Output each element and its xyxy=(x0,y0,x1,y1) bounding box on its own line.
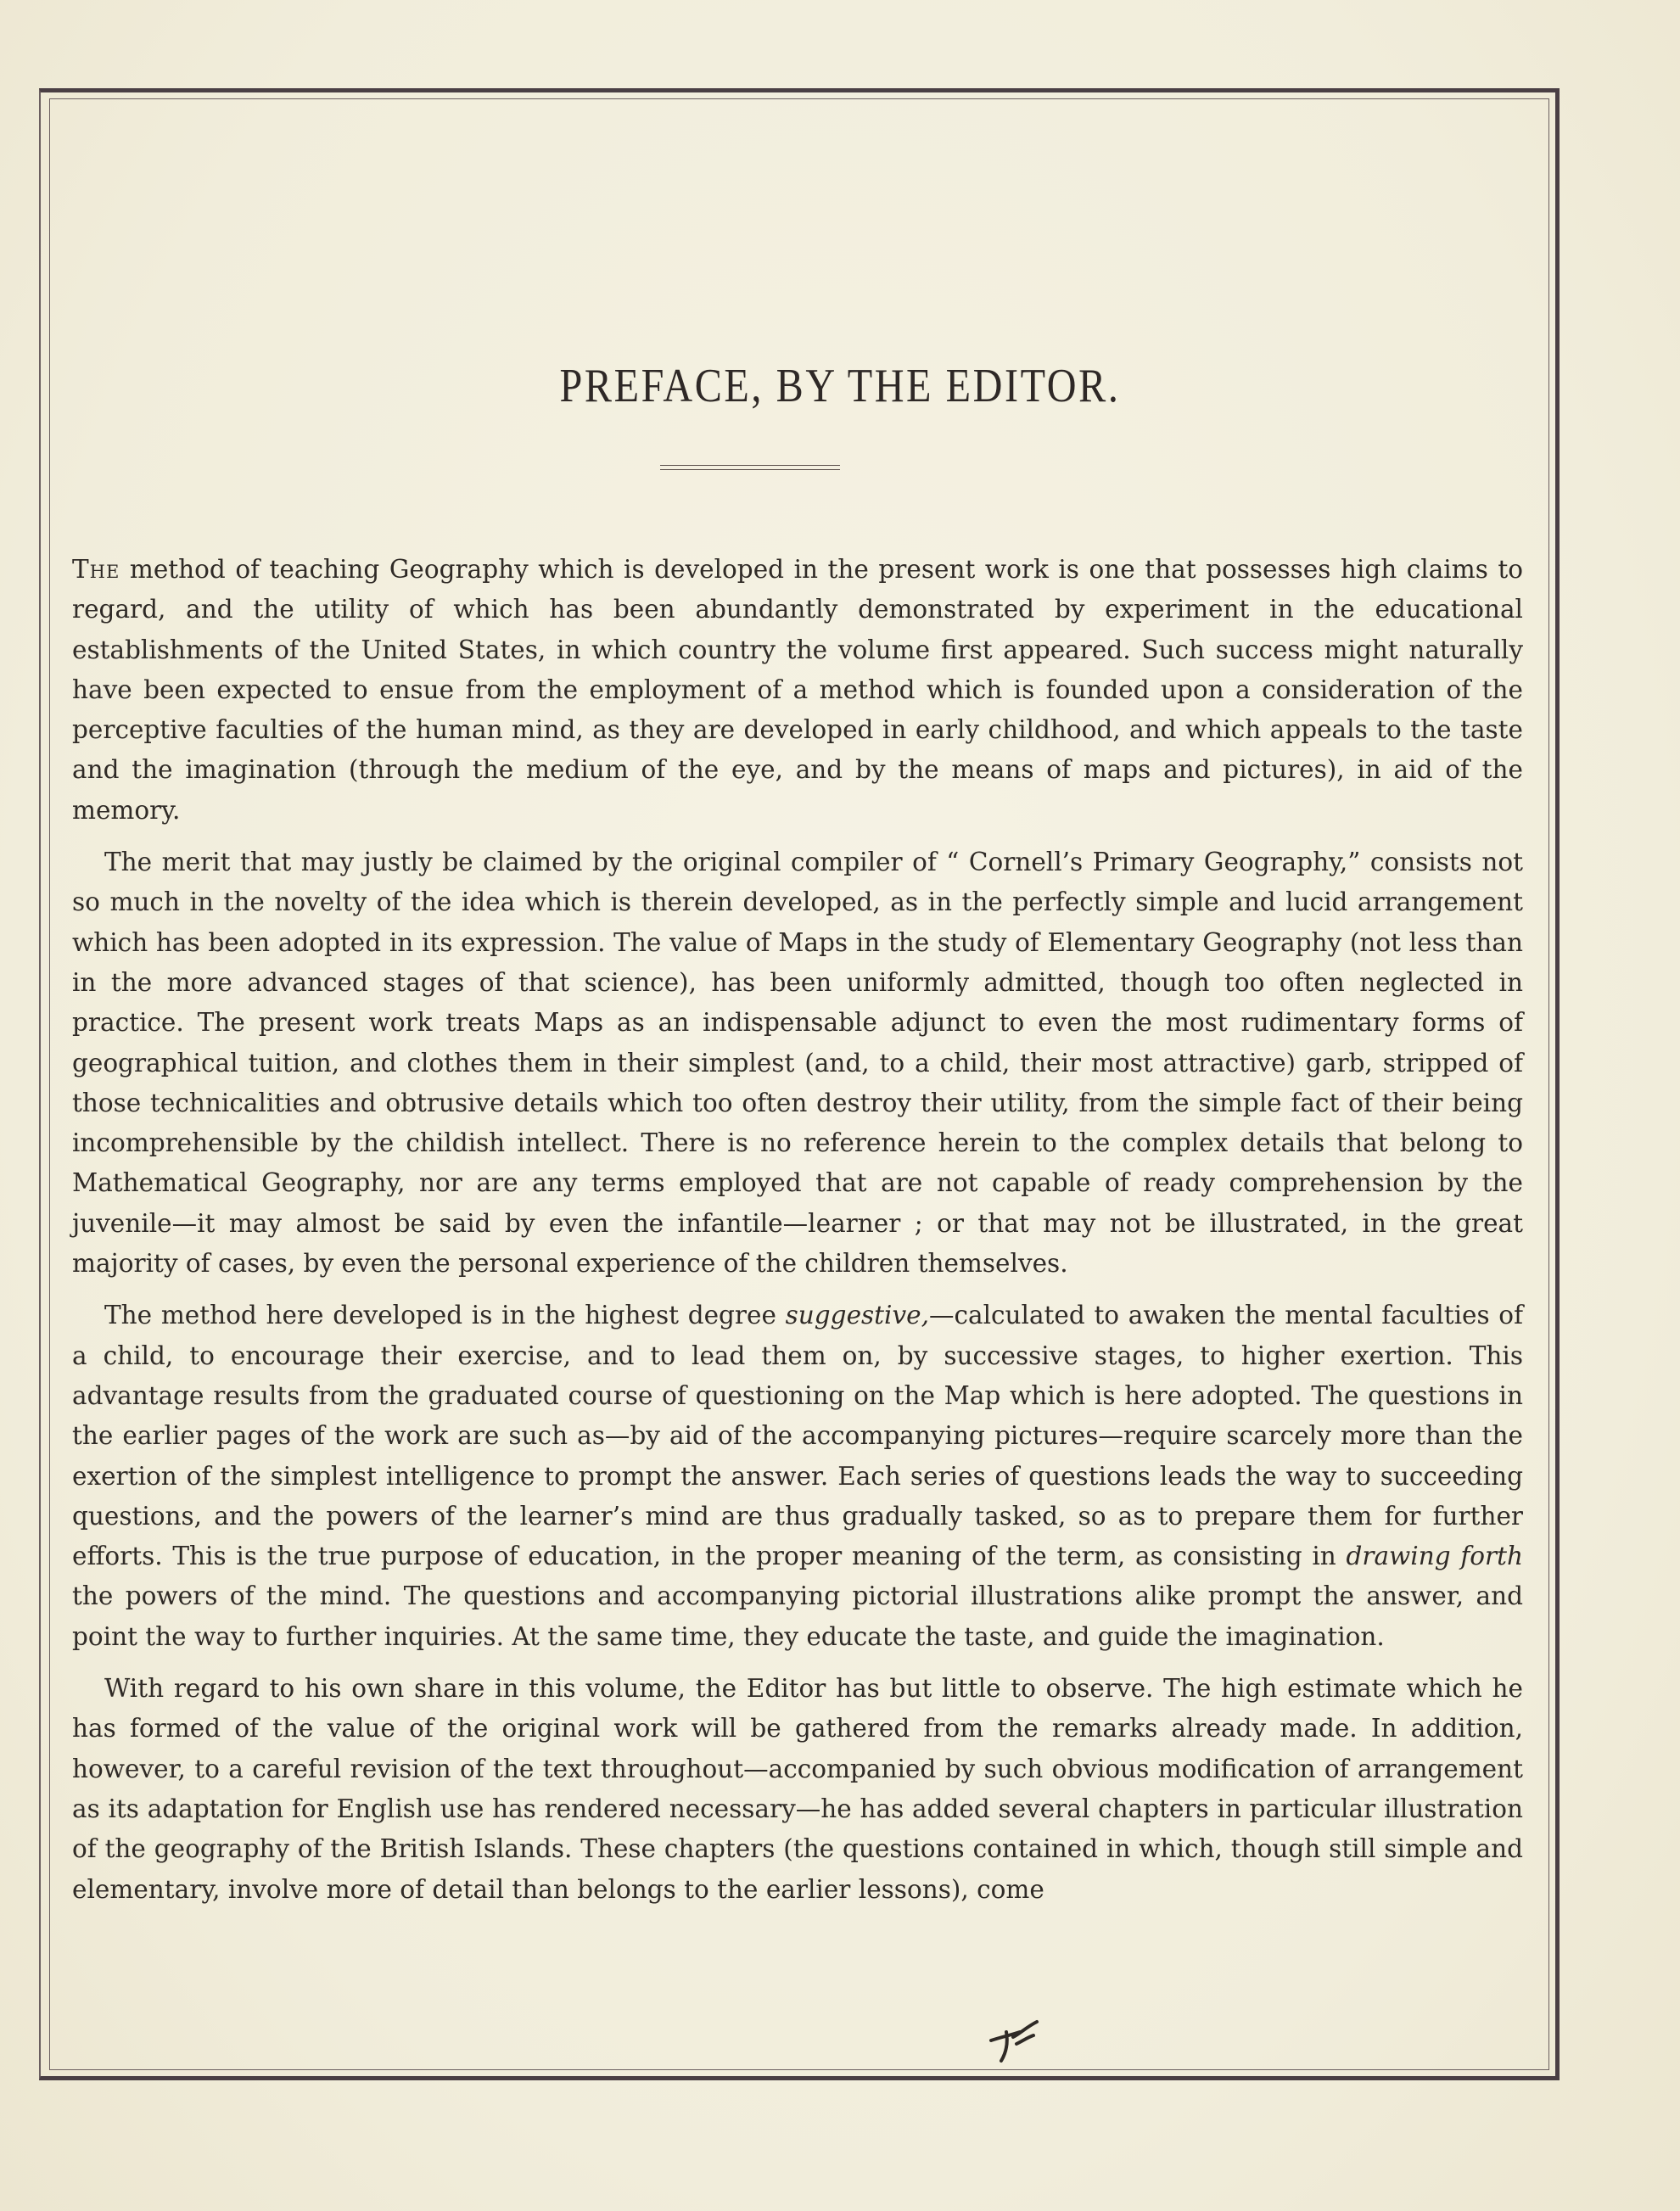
title-double-rule xyxy=(660,465,840,470)
paragraph-2: The merit that may justly be claimed by the original compiler of “ Cornell’s Primary Geography,” consists not so much in the novelty of the idea which is therein developed, as in the perfectly simple and lucid arrangement which has been adopted in its expression. The value of Maps in the study of Elementary Geography (not less than in the more advanced stages of that science), has been uniformly admitted, though too often neglected in practice. The present work treats Maps as an indispensable adjunct to even the most rudimentary forms of geographical tuition, and clothes them in their simplest (and, to a child, their most attractive) garb, stripped of those technicalities and obtrusive details which too often destroy their utility, from the simple fact of their being incomprehensible by the childish intellect. There is no reference herein to the complex details that belong to Mathematical Geography, nor are any terms employed that are not capable of ready comprehension by the juvenile—it may almost be said by even the infantile—learner ; or that may not be illustrated, in the great majority of cases, by even the personal experience of the children themselves. xyxy=(72,848,1523,1279)
preface-body xyxy=(72,550,1523,1922)
page-title: PREFACE, BY THE EDITOR. xyxy=(559,360,1121,412)
paragraph-1 xyxy=(72,550,1523,831)
paragraph-1-lead-word: The xyxy=(72,555,120,584)
paragraph-1-text: method of teaching Geography which is developed in the present work is one that possesses high claims to regard, and the utility of which has been abundantly demonstrated by experiment in the educational establishments of the United States, in which country the volume first appeared. Such success might naturally have been expected to ensue from the employment of a method which is founded upon a consideration of the perceptive faculties of the human mind, as they are developed in early childhood, and which appeals to the taste and the imagination (through the medium of the eye, and by the means of maps and pictures), in aid of the memory. xyxy=(72,555,1523,825)
paragraph-4: With regard to his own share in this volume, the Editor has but little to observe. The high estimate which he has formed of the value of the original work will be gathered from the remarks already made. In addition, however, to a careful revision of the text throughout—accompanied by such obvious modification of arrangement as its adaptation for English use has rendered necessary—he has added several chapters in particular illustration of the geography of the British Islands. These chapters (the questions contained in which, though still simple and elementary, involve more of detail than belongs to the earlier lessons), come xyxy=(72,1674,1523,1904)
paragraph-3 xyxy=(72,1296,1523,1657)
ink-flourish-mark xyxy=(976,2015,1052,2066)
paragraph-3-text-b: —calculated to awaken the mental faculties of a child, to encourage their exercise, and to lead them on, by successive stages, to higher exertion. This advantage results from the graduated course of questioning on the Map which is here adopted. The questions in the earlier pages of the work are such as—by aid of the accompanying pictures—require scarcely more than the exertion of the simplest intelligence to prompt the answer. Each series of questions leads the way to succeeding questions, and the powers of the learner’s mind are thus gradually tasked, so as to prepare them for further efforts. This is the true purpose of education, in the proper meaning of the term, as consisting in xyxy=(72,1301,1523,1571)
paragraph-3-text-a: The method here developed is in the highest degree xyxy=(104,1301,786,1330)
paragraph-3-text-c: the powers of the mind. The questions and accompanying pictorial illustrations alike prompt the answer, and point the way to further inquiries. At the same time, they educate the taste, and guide the imagination. xyxy=(72,1581,1523,1651)
paragraph-3-italic-drawing-forth: drawing forth xyxy=(1346,1542,1523,1571)
paragraph-3-italic-suggestive: suggestive, xyxy=(785,1301,929,1330)
